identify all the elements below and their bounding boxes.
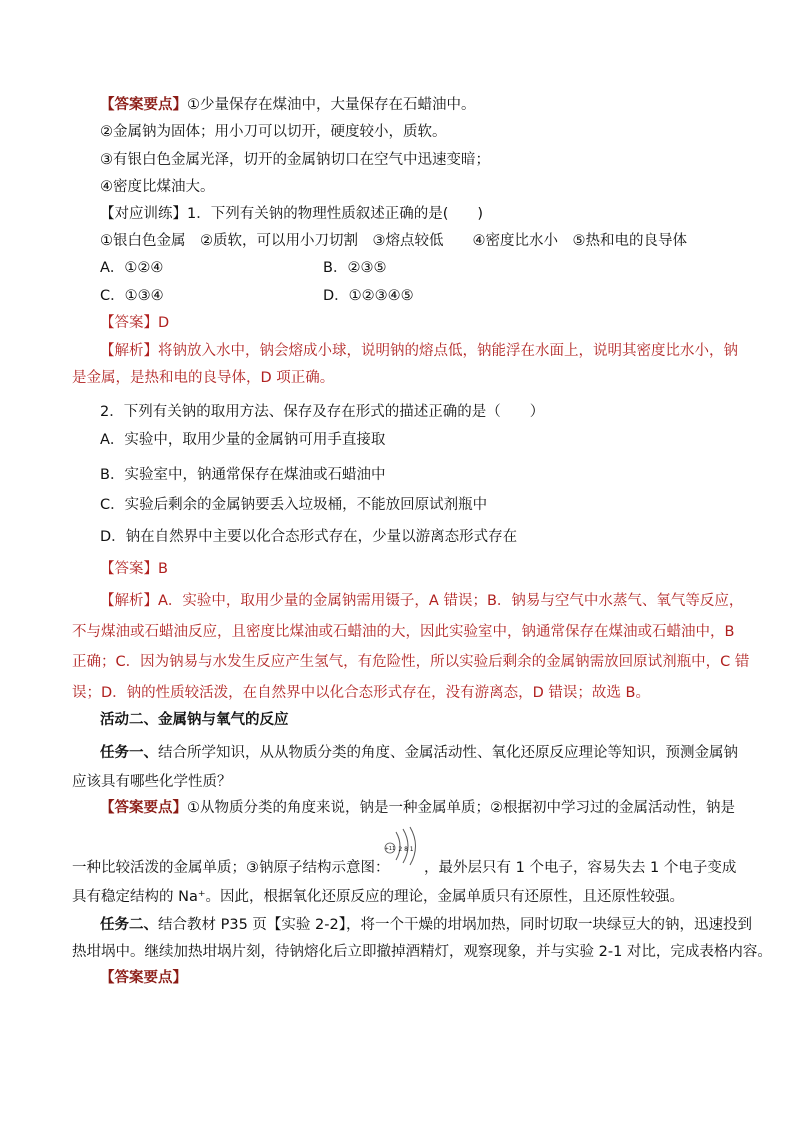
question-2-option-b: B．实验室中，钠通常保存在煤油或石蜡油中: [100, 467, 386, 483]
sodium-atom-structure-diagram: [384, 826, 422, 866]
question-1-option-b: B．②③⑤: [323, 260, 387, 276]
question-1-answer: [100, 313, 169, 333]
question-2-answer: [100, 559, 168, 579]
question-1-explanation-line-2: 是金属，是热和电的良导体，D 项正确。: [72, 370, 335, 386]
answer-key-2-line-1: [100, 798, 735, 818]
task-1-tag: 任务一、: [100, 745, 158, 761]
explanation-tag: 【解析】: [100, 593, 158, 609]
answer-key-text: ①从物质分类的角度来说，钠是一种金属单质；②根据初中学习过的金属活动性，钠是: [187, 800, 735, 816]
question-1-explanation-line-1: [100, 341, 738, 361]
answer-key-tag: 【答案要点】: [100, 800, 187, 816]
task-2-tag: 任务二、: [100, 917, 158, 933]
answer-key-line-4: ④密度比煤油大。: [100, 179, 215, 195]
answer-key-line-3: ③有银白色金属光泽，切开的金属钠切口在空气中迅速变暗；: [100, 152, 490, 168]
answer-key-text: ①少量保存在煤油中，大量保存在石蜡油中。: [187, 97, 476, 113]
question-2-explanation-line-3: 正确；C．因为钠易与水发生反应产生氢气，有危险性，所以实验后剩余的金属钠需放回原试剂瓶中，C 错: [72, 654, 750, 670]
answer-key-line-2: ②金属钠为固体；用小刀可以切开，硬度较小，质软。: [100, 124, 447, 140]
answer-value: D: [158, 315, 170, 331]
task-2-line-2: 热坩埚中。继续加热坩埚片刻，待钠熔化后立即撤掉酒精灯，观察现象，并与实验 2-1 对比，完成表格内容。: [72, 944, 772, 960]
answer-key-2-line-3: 具有稳定结构的 Na⁺。因此，根据氧化还原反应的理论，金属单质只有还原性，且还原性较强。: [72, 889, 684, 905]
answer-key-tag: 【答案要点】: [100, 97, 187, 113]
atom-nucleus-label: +11: [384, 846, 396, 852]
answer-tag: 【答案】: [100, 561, 158, 577]
question-1-option-c: C．①③④: [100, 288, 164, 304]
explanation-tag: 【解析】: [100, 343, 158, 359]
answer-key-3-tag: 【答案要点】: [100, 970, 187, 986]
question-1-text: 1．下列有关钠的物理性质叙述正确的是( ): [187, 206, 484, 222]
question-2-explanation-line-1: [100, 591, 743, 611]
task-2-text: 结合教材 P35 页【实验 2-2】，将一个干燥的坩埚加热，同时切取一块绿豆大的钠，迅速投到: [158, 917, 752, 933]
answer-key-2-line-2a: 一种比较活泼的金属单质；③钠原子结构示意图：: [72, 860, 390, 876]
question-1-items: ①银白色金属 ②质软，可以用小刀切割 ③熔点较低 ④密度比水小 ⑤热和电的良导体: [100, 233, 687, 249]
question-2-text: 2．下列有关钠的取用方法、保存及存在形式的描述正确的是（ ）: [100, 404, 545, 420]
task-1-text: 结合所学知识，从从物质分类的角度、金属活动性、氧化还原反应理论等知识，预测金属钠: [158, 745, 738, 761]
question-1-option-d: D．①②③④⑤: [323, 288, 414, 304]
question-1-option-a: A．①②④: [100, 260, 164, 276]
practice-question-1: [100, 204, 483, 224]
question-2-explanation-line-4: 误；D．钠的性质较活泼，在自然界中以化合态形式存在，没有游离态，D 错误；故选 B。: [72, 685, 650, 701]
task-1-line-2: 应该具有哪些化学性质？: [72, 774, 232, 790]
question-2-option-a: A．实验中，取用少量的金属钠可用手直接取: [100, 432, 386, 448]
task-2-line-1: [100, 915, 752, 935]
question-2-option-c: C．实验后剩余的金属钠要丢入垃圾桶，不能放回原试剂瓶中: [100, 497, 488, 513]
answer-tag: 【答案】: [100, 315, 158, 331]
question-2-option-d: D．钠在自然界中主要以化合态形式存在，少量以游离态形式存在: [100, 529, 518, 545]
explanation-text: A．实验中，取用少量的金属钠需用镊子，A 错误；B．钠易与空气中水蒸气、氧气等反应，: [158, 593, 744, 609]
question-2-explanation-line-2: 不与煤油或石蜡油反应，且密度比煤油或石蜡油的大，因此实验室中，钠通常保存在煤油或石蜡油中，B: [72, 624, 735, 640]
activity-2-heading: 活动二、金属钠与氧气的反应: [100, 712, 289, 728]
answer-value: B: [158, 561, 168, 577]
practice-tag: 【对应训练】: [100, 206, 187, 222]
answer-key-line-1: [100, 95, 476, 115]
task-1-line-1: [100, 743, 738, 763]
atom-shells-label: 2 8 1: [398, 846, 414, 853]
answer-key-2-line-2b: ，最外层只有 1 个电子，容易失去 1 个电子变成: [424, 860, 737, 876]
explanation-text: 将钠放入水中，钠会熔成小球，说明钠的熔点低，钠能浮在水面上，说明其密度比水小，钠: [158, 343, 738, 359]
